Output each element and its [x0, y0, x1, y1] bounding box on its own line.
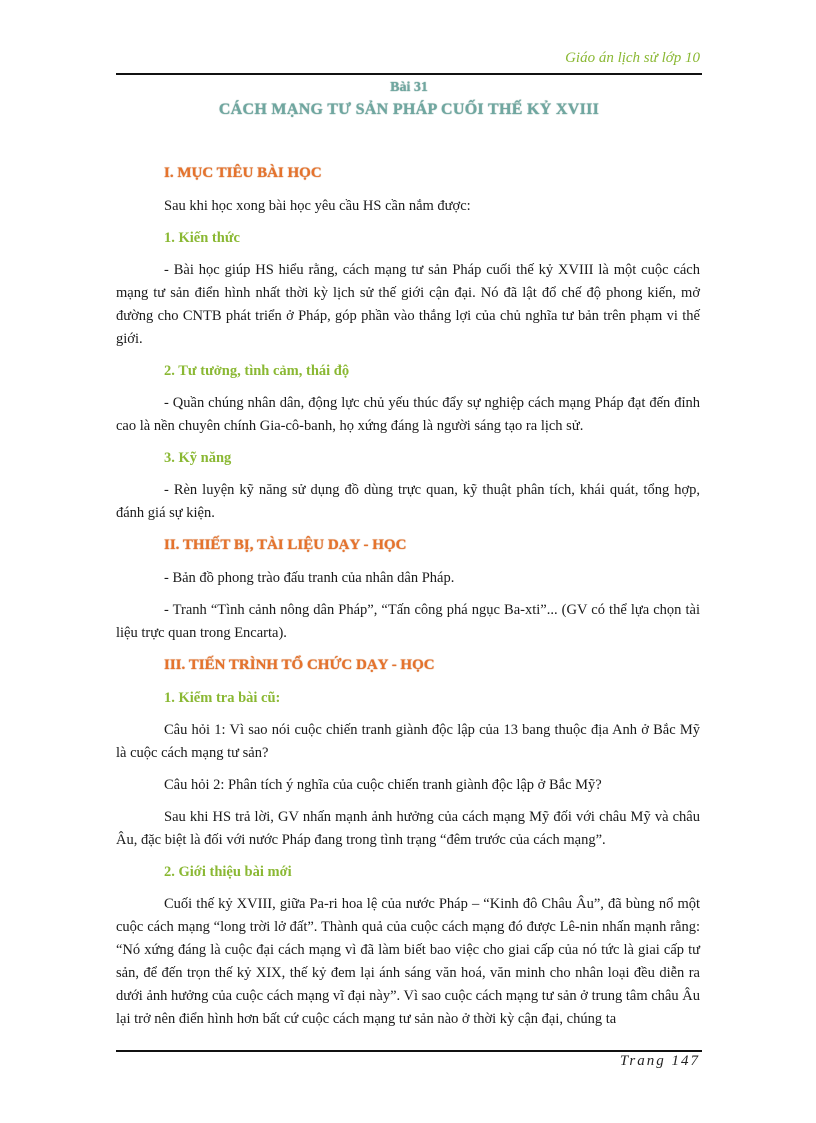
- paragraph: Câu hỏi 1: Vì sao nói cuộc chiến tranh giành độc lập của 13 bang thuộc địa Anh ở Bắc Mỹ là cuộc cách mạng tư sản?: [116, 722, 700, 761]
- document-body: [116, 162, 700, 1040]
- section-heading-objectives: I. MỤC TIÊU BÀI HỌC: [164, 165, 322, 181]
- lesson-title: CÁCH MẠNG TƯ SẢN PHÁP CUỐI THẾ KỶ XVIII: [218, 101, 600, 118]
- footer-rule: [116, 1050, 702, 1052]
- paragraph: Sau khi HS trả lời, GV nhấn mạnh ảnh hưởng của cách mạng Mỹ đối với châu Mỹ và châu Âu, đặc biệt là đối với nước Pháp đang trong tình trạng “đêm trước của cách mạng”.: [116, 809, 700, 848]
- paragraph: - Rèn luyện kỹ năng sử dụng đồ dùng trực quan, kỹ thuật phân tích, khái quát, tổng hợp, đánh giá sự kiện.: [116, 482, 700, 521]
- paragraph: - Bài học giúp HS hiểu rằng, cách mạng tư sản Pháp cuối thế kỷ XVIII là một cuộc cách mạng tư sản điển hình nhất thời kỳ lịch sử thế giới cận đại. Nó đã lật đổ chế độ phong kiến, mở đường cho CNTB phát triển ở Pháp, góp phần vào thắng lợi của chủ nghĩa tư bản trên phạm vi thế giới.: [116, 262, 700, 347]
- paragraph: - Quần chúng nhân dân, động lực chủ yếu thúc đẩy sự nghiệp cách mạng Pháp đạt đến đỉnh cao là nền chuyên chính Gia-cô-banh, họ xứng đáng là người sáng tạo ra lịch sử.: [116, 395, 700, 434]
- paragraph: Câu hỏi 2: Phân tích ý nghĩa của cuộc chiến tranh giành độc lập ở Bắc Mỹ?: [164, 777, 602, 793]
- subheading-knowledge: 1. Kiến thức: [164, 230, 240, 246]
- paragraph: Sau khi học xong bài học yêu cầu HS cần nắm được:: [164, 198, 471, 214]
- page-number: Trang 147: [619, 1053, 700, 1069]
- section-heading-process: III. TIẾN TRÌNH TỔ CHỨC DẠY - HỌC: [164, 657, 435, 673]
- lesson-number: Bài 31: [390, 80, 428, 95]
- subheading-review: 1. Kiểm tra bài cũ:: [164, 690, 281, 706]
- section-heading-equipment: II. THIẾT BỊ, TÀI LIỆU DẠY - HỌC: [164, 537, 407, 553]
- paragraph: Cuối thế kỷ XVIII, giữa Pa-ri hoa lệ của nước Pháp – “Kinh đô Châu Âu”, đã bùng nổ một cuộc cách mạng “long trời lở đất”. Thành quả của cuộc cách mạng đó được Lê-nin nhấn mạnh rằng: “Nó xứng đáng là cuộc đại cách mạng vì đã làm biết bao việc cho giai cấp của nó tức là giai cấp tư sản, để đến trọn thế kỷ XIX, thế kỷ đem lại ánh sáng văn hoá, văn minh cho nhân loại đều diễn ra dưới ảnh hưởng của cuộc cách mạng vĩ đại này”. Vì sao cuộc cách mạng tư sản ở trung tâm châu Âu lại trở nên điển hình hơn bất cứ cuộc cách mạng tư sản nào ở thời kỳ cận đại, chúng ta: [116, 896, 700, 1027]
- header-rule: [116, 73, 702, 75]
- subheading-skills: 3. Kỹ năng: [164, 450, 232, 466]
- subheading-introduction: 2. Giới thiệu bài mới: [164, 864, 292, 880]
- subheading-attitude: 2. Tư tưởng, tình cảm, thái độ: [164, 363, 350, 379]
- paragraph: - Bản đồ phong trào đấu tranh của nhân dân Pháp.: [164, 570, 455, 586]
- paragraph: - Tranh “Tình cảnh nông dân Pháp”, “Tấn công phá ngục Ba-xti”... (GV có thể lựa chọn tài liệu trực quan trong Encarta).: [116, 602, 700, 641]
- page-header-title: Giáo án lịch sử lớp 10: [565, 50, 700, 66]
